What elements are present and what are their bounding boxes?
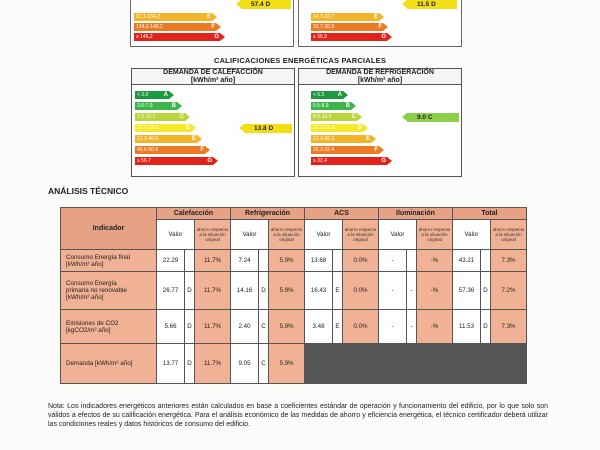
- table-row: [61, 272, 527, 310]
- cell-letter: [481, 250, 491, 272]
- subheader-ahorro: ahorro respecto a la situación original: [343, 220, 379, 250]
- partial-ratings-title: CALIFICACIONES ENERGÉTICAS PARCIALES: [213, 56, 387, 65]
- cooling-rating-indicator: 9.0 C: [407, 113, 459, 122]
- cell-value: 57.36: [453, 272, 481, 310]
- cell-value: 16.43: [305, 272, 333, 310]
- scale-bar-f: 26.3-32.4 F: [313, 147, 378, 153]
- cell-value: 11.53: [453, 310, 481, 344]
- cell-saving: 11.7%: [195, 272, 231, 310]
- cell-letter: [333, 250, 343, 272]
- cell-letter: C: [259, 310, 269, 344]
- top-right-scale-box: [298, 0, 462, 47]
- cell-letter: D: [185, 272, 195, 310]
- header-refrigeracion: Refrigeración: [231, 208, 305, 220]
- subheader-valor: Valor: [379, 220, 417, 250]
- header-indicator: Indicador: [61, 208, 157, 250]
- scale-bar-a: < 5.5 A: [313, 92, 342, 98]
- cell-value: 2.40: [231, 310, 259, 344]
- cell-value: -: [379, 250, 407, 272]
- cell-value: 14.16: [231, 272, 259, 310]
- cell-saving: 7.3%: [491, 250, 527, 272]
- subheader-ahorro: ahorro respecto a la situación original: [491, 220, 527, 250]
- scale-bar-e: 21.3-26.3 E: [313, 136, 370, 142]
- table-row: [61, 310, 527, 344]
- scale-bar-f: 46.6-56.6 F: [137, 147, 204, 153]
- cell-saving: 11.7%: [195, 310, 231, 344]
- cell-saving: -%: [417, 310, 453, 344]
- cell-saving: 0.0%: [343, 250, 379, 272]
- cell-letter: E: [333, 310, 343, 344]
- scale-bar-e: 14,7-32,7 E: [313, 14, 378, 20]
- scale-bar-g: ≥ 36,9 G: [313, 34, 386, 40]
- cell-saving: 11.7%: [195, 250, 231, 272]
- cell-value: 3.48: [305, 310, 333, 344]
- cell-value: 26.77: [157, 272, 185, 310]
- cell-letter: -: [407, 310, 417, 344]
- cell-letter: E: [333, 272, 343, 310]
- cell-saving: 11.7%: [195, 344, 231, 384]
- cell-value: 43.21: [453, 250, 481, 272]
- cell-letter: C: [259, 344, 269, 384]
- cell-saving: 0.0%: [343, 272, 379, 310]
- cell-letter: -: [407, 272, 417, 310]
- row-label: Consumo Energía primaria no renovable [kWh/m² año]: [61, 272, 157, 310]
- cell-saving: 7.2%: [491, 272, 527, 310]
- scale-bar-b: 5.5-8.9 B: [313, 103, 350, 109]
- scale-bar-f: 32,7-36,9 F: [313, 24, 382, 30]
- cooling-demand-header: DEMANDA DE REFRIGERACIÓN [kWh/m² año]: [299, 69, 461, 85]
- header-acs: ACS: [305, 208, 379, 220]
- cell-saving: 5.9%: [269, 310, 305, 344]
- cell-saving: 0.0%: [343, 310, 379, 344]
- subheader-valor: Valor: [453, 220, 491, 250]
- scale-bar-g: ≥ 56.7 G: [137, 158, 212, 164]
- rating-indicator: 57.4 D: [241, 0, 291, 9]
- subheader-ahorro: ahorro respecto a la situación original: [269, 220, 305, 250]
- table-row: [61, 250, 527, 272]
- cell-saving: 5.9%: [269, 250, 305, 272]
- header-calefaccion: Calefacción: [157, 208, 231, 220]
- cooling-demand-box: [298, 68, 462, 177]
- row-label: Emisiones de CO2 [kgCO2/m² año]: [61, 310, 157, 344]
- subheader-ahorro: ahorro respecto a la situación original: [195, 220, 231, 250]
- scale-bar-c: 8.9-13.5 C: [313, 114, 356, 120]
- heating-demand-header: DEMANDA DE CALEFACCIÓN [kWh/m² año]: [132, 69, 294, 85]
- row-label: Consumo Energía final [kWh/m² año]: [61, 250, 157, 272]
- cell-saving: -%: [417, 250, 453, 272]
- cell-saving: 5.9%: [269, 344, 305, 384]
- cell-saving: 5.9%: [269, 272, 305, 310]
- header-iluminacion: Iluminación: [379, 208, 453, 220]
- subheader-valor: Valor: [157, 220, 195, 250]
- cell-value: 13.68: [305, 250, 333, 272]
- scale-bar-f: 134,2-146,2 F: [136, 24, 215, 30]
- cell-letter: D: [185, 310, 195, 344]
- scale-bar-c: 7.9-12.7 C: [137, 114, 184, 120]
- cell-value: 7.24: [231, 250, 259, 272]
- cell-value: 22.29: [157, 250, 185, 272]
- footnote: Nota: Los indicadores energéticos anteriores están calculados en base a coeficientes estándar de operación y funcionamiento del edificio, por lo que solo son válidos a efectos de su calificación energética. Para el análisis económico de las medidas de ahorro y eficiencia energética, el técnico certificador deberá utilizar las condiciones reales y datos históricos de consumo del edificio.: [48, 403, 548, 428]
- scale-bar-g: ≥ 32.4 G: [313, 158, 386, 164]
- scale-bar-b: 3.0-7.9 B: [137, 103, 176, 109]
- header-total: Total: [453, 208, 527, 220]
- cell-letter: D: [185, 344, 195, 384]
- cell-value: -: [379, 272, 407, 310]
- cell-value: 13.77: [157, 344, 185, 384]
- scale-bar-e: 21,1-134,2 E: [136, 14, 211, 20]
- cell-letter: D: [481, 272, 491, 310]
- subheader-valor: Valor: [231, 220, 269, 250]
- scale-bar-g: ≥ 146,2 G: [136, 34, 219, 40]
- table-row: [61, 344, 527, 384]
- subheader-ahorro: ahorro respecto a la situación original: [417, 220, 453, 250]
- scale-bar-a: < 3.0 A: [137, 92, 168, 98]
- gray-block: [305, 344, 527, 384]
- cell-value: 9.05: [231, 344, 259, 384]
- cell-value: 5.66: [157, 310, 185, 344]
- cell-letter: D: [259, 272, 269, 310]
- cell-letter: [185, 250, 195, 272]
- top-left-scale-box: [130, 0, 294, 47]
- technical-analysis-table: [60, 207, 527, 384]
- scale-bar-e: 21.3-46.6 E: [137, 136, 196, 142]
- cell-letter: [259, 250, 269, 272]
- technical-analysis-title: ANÁLISIS TÉCNICO: [48, 186, 129, 196]
- scale-bar-d: 12.7-18.1 D: [137, 125, 190, 131]
- subheader-valor: Valor: [305, 220, 343, 250]
- heating-demand-box: [131, 68, 295, 177]
- rating-indicator: 11.5 D: [407, 0, 457, 9]
- row-label: Demanda [kWh/m² año]: [61, 344, 157, 384]
- heating-rating-indicator: 13.8 D: [244, 124, 292, 133]
- cell-value: -: [379, 310, 407, 344]
- cell-letter: [407, 250, 417, 272]
- cell-letter: D: [481, 310, 491, 344]
- scale-bar-d: 13.5-21.3 D: [313, 125, 362, 131]
- cell-saving: -%: [417, 272, 453, 310]
- cell-saving: 7.3%: [491, 310, 527, 344]
